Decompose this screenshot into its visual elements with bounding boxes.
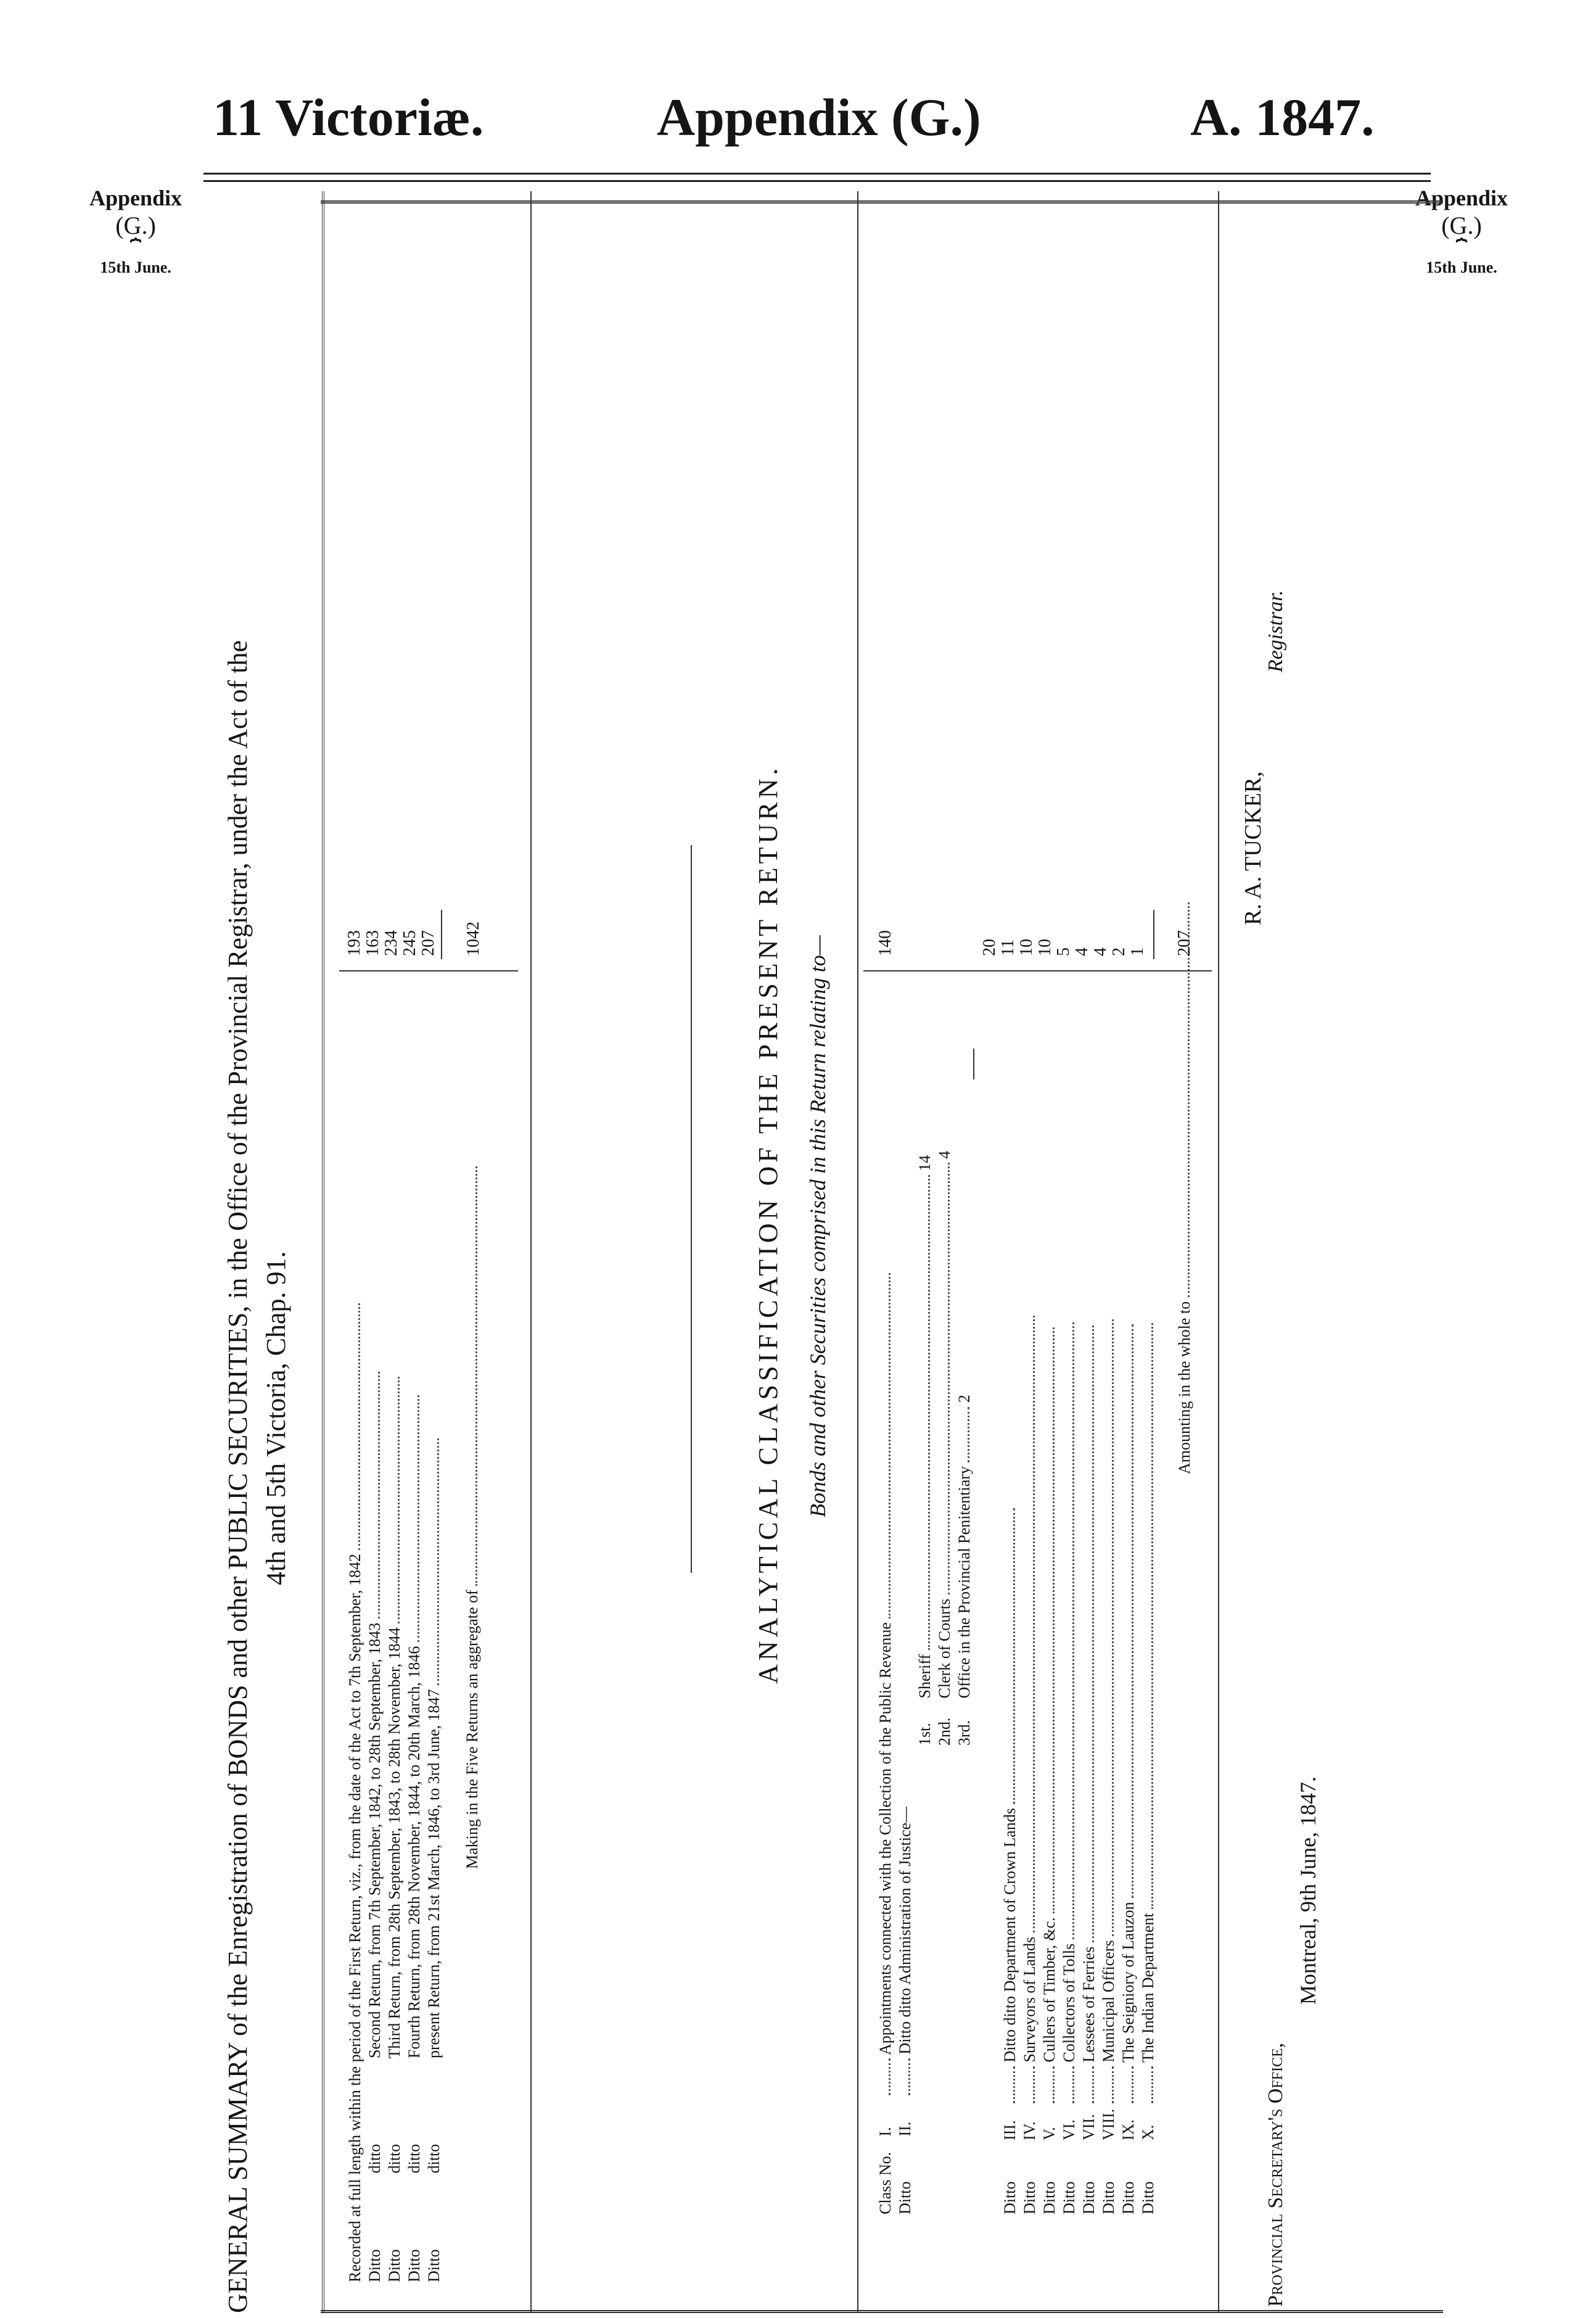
- ornamental-rule: [691, 845, 692, 1573]
- summary-top-rule: [322, 191, 324, 2313]
- margin-appendix-label: Appendix: [1415, 186, 1508, 210]
- class-list: DittoIII. Ditto ditto Department of Crown Lands DittoIV. Surveyors of Lands DittoV. Cullers of Timber, &c. DittoVI. Collectors of Tolls DittoVII. Lessees of Ferries DittoVIII. Municipal Officers DittoIX. The Seigniory of Lauzon DittoX. The Indian Department: [1000, 1316, 1158, 2214]
- classification-bottom-rule: [1218, 191, 1219, 2313]
- margin-note-left: [65, 185, 207, 277]
- class-total-rule: [1153, 910, 1154, 959]
- summary-row-2: Ditto ditto Second Return, from 7th September, 1842, to 28th September, 1843: [365, 1372, 385, 2282]
- margin-letter: (G.): [115, 212, 156, 239]
- header-rule: [204, 173, 1431, 175]
- margin-date: 15th June.: [1426, 258, 1497, 276]
- registrar-name: R. A. TUCKER,: [1240, 771, 1266, 925]
- justice-sub-2: 2nd. Clerk of Courts 4: [936, 1150, 953, 1746]
- summary-row-3: Ditto ditto Third Return, from 28th September, 1843, to 28th November, 1844: [385, 1377, 405, 2282]
- header-rule-2: [204, 180, 1431, 182]
- place-date: Montreal, 9th June, 1847.: [1296, 1776, 1320, 2005]
- classification-top-rule: [857, 191, 858, 2313]
- summary-total-value: 1042: [464, 922, 483, 956]
- class-row-2: Ditto II. Ditto ditto Administration of Justice—: [896, 1806, 914, 2214]
- running-header-center: Appendix (G.): [657, 88, 981, 147]
- brace-icon: ⏞: [130, 239, 141, 259]
- table-left-border: [321, 2310, 1443, 2313]
- class-total-value: 207: [1175, 930, 1194, 956]
- summary-title-line1: GENERAL SUMMARY of the Enregistration of BONDS and other PUBLIC SECURITIES, in the Office of the Provincial Registrar, under the Act of the: [223, 640, 253, 2313]
- summary-row-4: Ditto ditto Fourth Return, from 28th November, 1844, to 20th March, 1846: [405, 1395, 424, 2282]
- registrar-title: Registrar.: [1264, 590, 1287, 672]
- running-header-left: 11 Victoriæ.: [213, 88, 484, 147]
- running-header-right: A. 1847.: [1190, 88, 1375, 147]
- class-value-1: 140: [876, 930, 895, 956]
- summary-values: 193 163 234 245 207: [345, 930, 438, 956]
- class-total-label: Amounting in the whole to: [1175, 902, 1195, 1474]
- analytical-title: ANALYTICAL CLASSIFICATION OF THE PRESENT RETURN.: [753, 764, 783, 1684]
- margin-appendix-label: Appendix: [89, 186, 183, 210]
- summary-total-label: Making in the Five Returns an aggregate of: [463, 1166, 482, 1869]
- summary-title-line2: 4th and 5th Victoria, Chap. 91.: [261, 1251, 291, 1585]
- rotated-table-page: [222, 191, 1443, 2313]
- justice-sub-1: 1st. Sheriff 14: [916, 1155, 934, 1746]
- table-right-border: [321, 200, 1443, 204]
- margin-date: 15th June.: [100, 258, 171, 276]
- class-values: 20 11 10 10 5 4 4 2 1: [980, 939, 1147, 956]
- summary-row-5: Ditto ditto present Return, from 21st March, 1846, to 3rd June, 1847: [424, 1438, 444, 2282]
- analytical-subtitle: Bonds and other Securities comprised in this Return relating to—: [805, 935, 830, 1517]
- class-row-1: Class No. I. Appointments connected with the Collection of the Public Revenue: [876, 1273, 895, 2214]
- justice-subtotal-rule: [973, 1049, 974, 1079]
- summary-total-rule: [441, 910, 442, 959]
- summary-row-1: Recorded at full length within the period of the First Return, viz., from the date of the Act to 7th September, 1842: [345, 1303, 365, 2282]
- justice-sub-3: 3rd. Office in the Provincial Penitentiary 2: [955, 1395, 973, 1746]
- margin-letter: (G.): [1441, 212, 1482, 239]
- class-value-divider: [863, 970, 1212, 971]
- brace-icon: ⏞: [1456, 239, 1467, 259]
- section-divider: [530, 191, 532, 2313]
- summary-value-divider: [339, 970, 518, 971]
- office-name: Provincial Secretary's Office,: [1264, 2042, 1287, 2307]
